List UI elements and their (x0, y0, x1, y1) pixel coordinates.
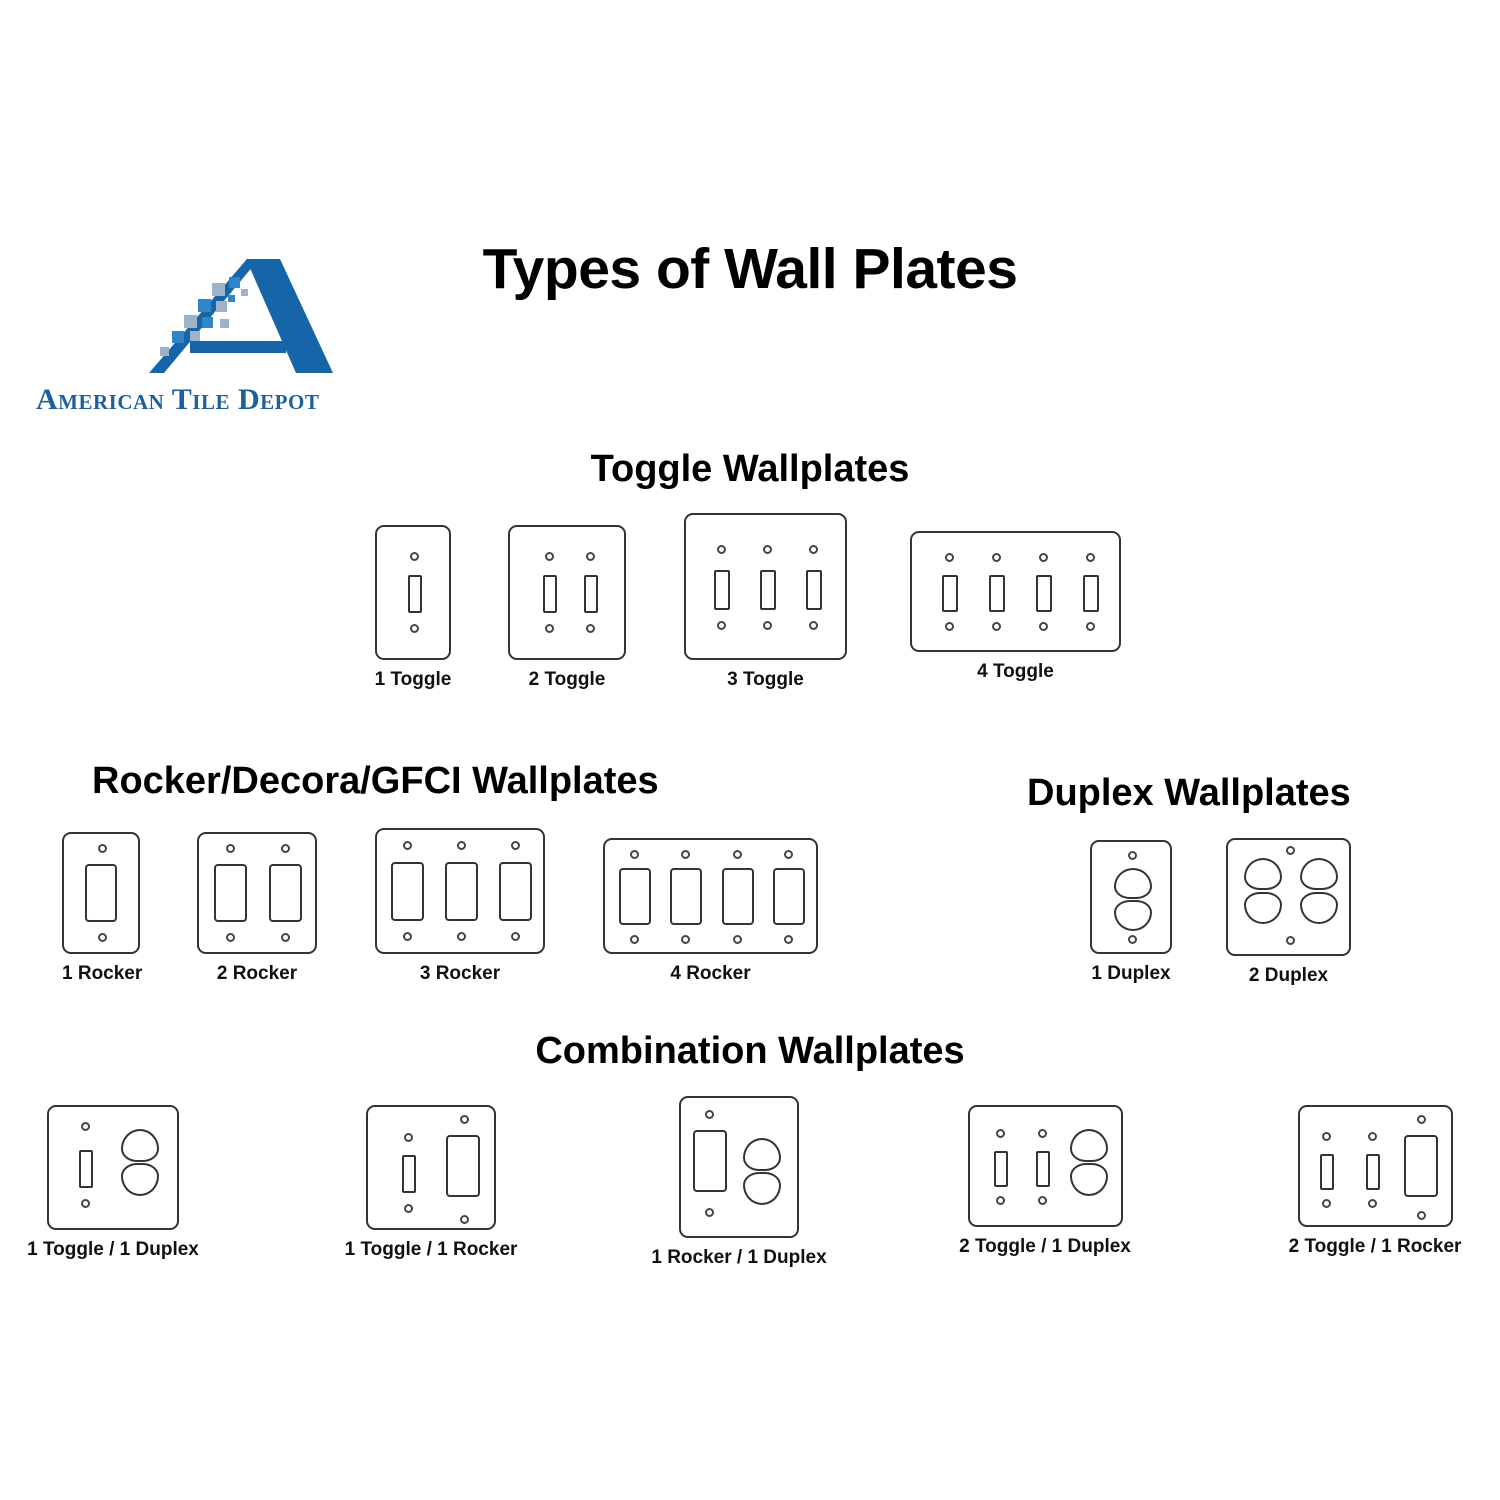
screw-icon (511, 932, 520, 941)
duplex-opening-top (1300, 858, 1338, 890)
wallplate-3-toggle (684, 513, 847, 660)
plate-caption: 1 Rocker (62, 963, 143, 984)
plate-caption: 2 Duplex (1248, 965, 1329, 986)
screw-icon (586, 552, 595, 561)
plate-item-1-duplex[interactable] (1090, 840, 1172, 985)
rocker-opening (722, 868, 754, 925)
wallplate-1-rocker (62, 832, 140, 954)
plate-item-rocker-duplex[interactable] (649, 1096, 829, 1269)
plate-item-2toggle-duplex[interactable] (955, 1105, 1135, 1258)
toggle-opening (989, 575, 1005, 612)
plate-caption: 3 Rocker (419, 963, 501, 984)
wallplate-3-rocker (375, 828, 545, 954)
screw-icon (410, 552, 419, 561)
wallplate-1-duplex (1090, 840, 1172, 954)
rocker-opening (445, 862, 478, 921)
toggle-opening (760, 570, 776, 610)
screw-icon (784, 850, 793, 859)
screw-icon (1417, 1115, 1426, 1124)
wallplate-2-toggle (508, 525, 626, 660)
screw-icon (1038, 1196, 1047, 1205)
screw-icon (992, 553, 1001, 562)
section-heading-rocker: Rocker/Decora/GFCI Wallplates (92, 760, 659, 802)
plate-caption: 1 Toggle / 1 Rocker (344, 1239, 518, 1260)
screw-icon (226, 933, 235, 942)
duplex-opening-bottom (121, 1163, 159, 1196)
plate-item-toggle-rocker[interactable] (341, 1105, 521, 1261)
brand-name: American Tile Depot (36, 383, 320, 416)
screw-icon (545, 624, 554, 633)
wallplate-4-rocker (603, 838, 818, 954)
plate-caption: 3 Toggle (727, 669, 804, 690)
screw-icon (404, 1133, 413, 1142)
screw-icon (1128, 935, 1137, 944)
page-title: Types of Wall Plates (482, 237, 1018, 301)
wallplate-2-toggle-1-rocker (1298, 1105, 1453, 1227)
screw-icon (717, 545, 726, 554)
plate-item-toggle-duplex[interactable] (23, 1105, 203, 1261)
screw-icon (945, 553, 954, 562)
rocker-opening (1404, 1135, 1438, 1197)
screw-icon (457, 841, 466, 850)
toggle-opening (1366, 1154, 1380, 1190)
plate-item-4-rocker[interactable] (603, 838, 818, 985)
screw-icon (404, 1204, 413, 1213)
wallplate-1-toggle-1-duplex (47, 1105, 179, 1230)
screw-icon (733, 850, 742, 859)
screw-icon (281, 933, 290, 942)
toggle-opening (543, 575, 557, 613)
screw-icon (545, 552, 554, 561)
screw-icon (630, 850, 639, 859)
screw-icon (457, 932, 466, 941)
screw-icon (460, 1115, 469, 1124)
wallplate-2-rocker (197, 832, 317, 954)
screw-icon (460, 1215, 469, 1224)
screw-icon (809, 621, 818, 630)
rocker-opening (214, 864, 247, 922)
screw-icon (630, 935, 639, 944)
screw-icon (1039, 553, 1048, 562)
plate-item-4-toggle[interactable] (910, 531, 1121, 683)
screw-icon (1086, 553, 1095, 562)
plate-caption: 2 Toggle (528, 669, 606, 690)
screw-icon (784, 935, 793, 944)
screw-icon (705, 1110, 714, 1119)
toggle-opening (1083, 575, 1099, 612)
screw-icon (733, 935, 742, 944)
section-heading-duplex: Duplex Wallplates (1027, 772, 1351, 814)
screw-icon (681, 935, 690, 944)
screw-icon (1086, 622, 1095, 631)
rocker-opening (85, 864, 117, 922)
rocker-opening (446, 1135, 480, 1197)
rocker-opening (693, 1130, 727, 1192)
screw-icon (226, 844, 235, 853)
screw-icon (1417, 1211, 1426, 1220)
wallplate-2-toggle-1-duplex (968, 1105, 1123, 1227)
wallplate-2-duplex (1226, 838, 1351, 956)
screw-icon (81, 1199, 90, 1208)
duplex-opening-top (1244, 858, 1282, 890)
header (0, 0, 1500, 440)
duplex-opening-top (121, 1129, 159, 1162)
screw-icon (809, 545, 818, 554)
plate-item-1-rocker[interactable] (62, 832, 143, 985)
duplex-opening-bottom (1300, 892, 1338, 924)
screw-icon (403, 841, 412, 850)
screw-icon (705, 1208, 714, 1217)
wallplate-1-toggle (375, 525, 451, 660)
screw-icon (403, 932, 412, 941)
screw-icon (1038, 1129, 1047, 1138)
screw-icon (410, 624, 419, 633)
plate-item-2toggle-rocker[interactable] (1285, 1105, 1465, 1258)
duplex-opening-top (1114, 868, 1152, 899)
duplex-opening-top (1070, 1129, 1108, 1162)
plate-item-3-rocker[interactable] (375, 828, 545, 985)
section-heading-combination: Combination Wallplates (535, 1030, 965, 1072)
toggle-opening (1036, 1151, 1050, 1187)
section-heading-toggle: Toggle Wallplates (590, 448, 910, 490)
plate-item-1-toggle[interactable] (373, 525, 453, 691)
rocker-opening (391, 862, 424, 921)
toggle-opening (1036, 575, 1052, 612)
toggle-opening (942, 575, 958, 612)
rocker-opening (499, 862, 532, 921)
screw-icon (81, 1122, 90, 1131)
toggle-opening (584, 575, 598, 613)
screw-icon (996, 1196, 1005, 1205)
toggle-opening (408, 575, 422, 613)
screw-icon (763, 621, 772, 630)
screw-icon (1368, 1199, 1377, 1208)
plate-caption: 1 Toggle (374, 669, 452, 690)
screw-icon (1368, 1132, 1377, 1141)
toggle-opening (79, 1150, 93, 1188)
plate-caption: 4 Toggle (977, 661, 1054, 682)
screw-icon (681, 850, 690, 859)
screw-icon (945, 622, 954, 631)
plate-caption: 1 Duplex (1091, 963, 1171, 984)
toggle-opening (994, 1151, 1008, 1187)
screw-icon (586, 624, 595, 633)
plate-item-3-toggle[interactable] (684, 513, 847, 691)
duplex-opening-bottom (1244, 892, 1282, 924)
plate-caption: 2 Toggle / 1 Duplex (959, 1236, 1131, 1257)
screw-icon (1286, 846, 1295, 855)
screw-icon (98, 844, 107, 853)
plate-item-2-duplex[interactable] (1226, 838, 1351, 987)
wallplate-1-rocker-1-duplex (679, 1096, 799, 1238)
screw-icon (98, 933, 107, 942)
plate-caption: 2 Rocker (216, 963, 298, 984)
plate-item-2-toggle[interactable] (508, 525, 626, 691)
rocker-opening (670, 868, 702, 925)
plate-caption: 2 Toggle / 1 Rocker (1288, 1236, 1462, 1257)
screw-icon (1286, 936, 1295, 945)
plate-caption: 1 Toggle / 1 Duplex (27, 1239, 199, 1260)
plate-caption: 1 Rocker / 1 Duplex (651, 1247, 827, 1268)
screw-icon (763, 545, 772, 554)
toggle-opening (1320, 1154, 1334, 1190)
screw-icon (511, 841, 520, 850)
screw-icon (1322, 1132, 1331, 1141)
duplex-opening-bottom (1070, 1163, 1108, 1196)
duplex-opening-bottom (743, 1172, 781, 1205)
wallplate-4-toggle (910, 531, 1121, 652)
plate-caption: 4 Rocker (670, 963, 751, 984)
screw-icon (1128, 851, 1137, 860)
screw-icon (992, 622, 1001, 631)
wallplate-1-toggle-1-rocker (366, 1105, 496, 1230)
duplex-opening-top (743, 1138, 781, 1171)
duplex-opening-bottom (1114, 900, 1152, 931)
toggle-opening (806, 570, 822, 610)
toggle-opening (714, 570, 730, 610)
screw-icon (1322, 1199, 1331, 1208)
rocker-opening (619, 868, 651, 925)
toggle-opening (402, 1155, 416, 1193)
plate-item-2-rocker[interactable] (197, 832, 317, 985)
rocker-opening (773, 868, 805, 925)
screw-icon (281, 844, 290, 853)
screw-icon (996, 1129, 1005, 1138)
screw-icon (717, 621, 726, 630)
screw-icon (1039, 622, 1048, 631)
rocker-opening (269, 864, 302, 922)
